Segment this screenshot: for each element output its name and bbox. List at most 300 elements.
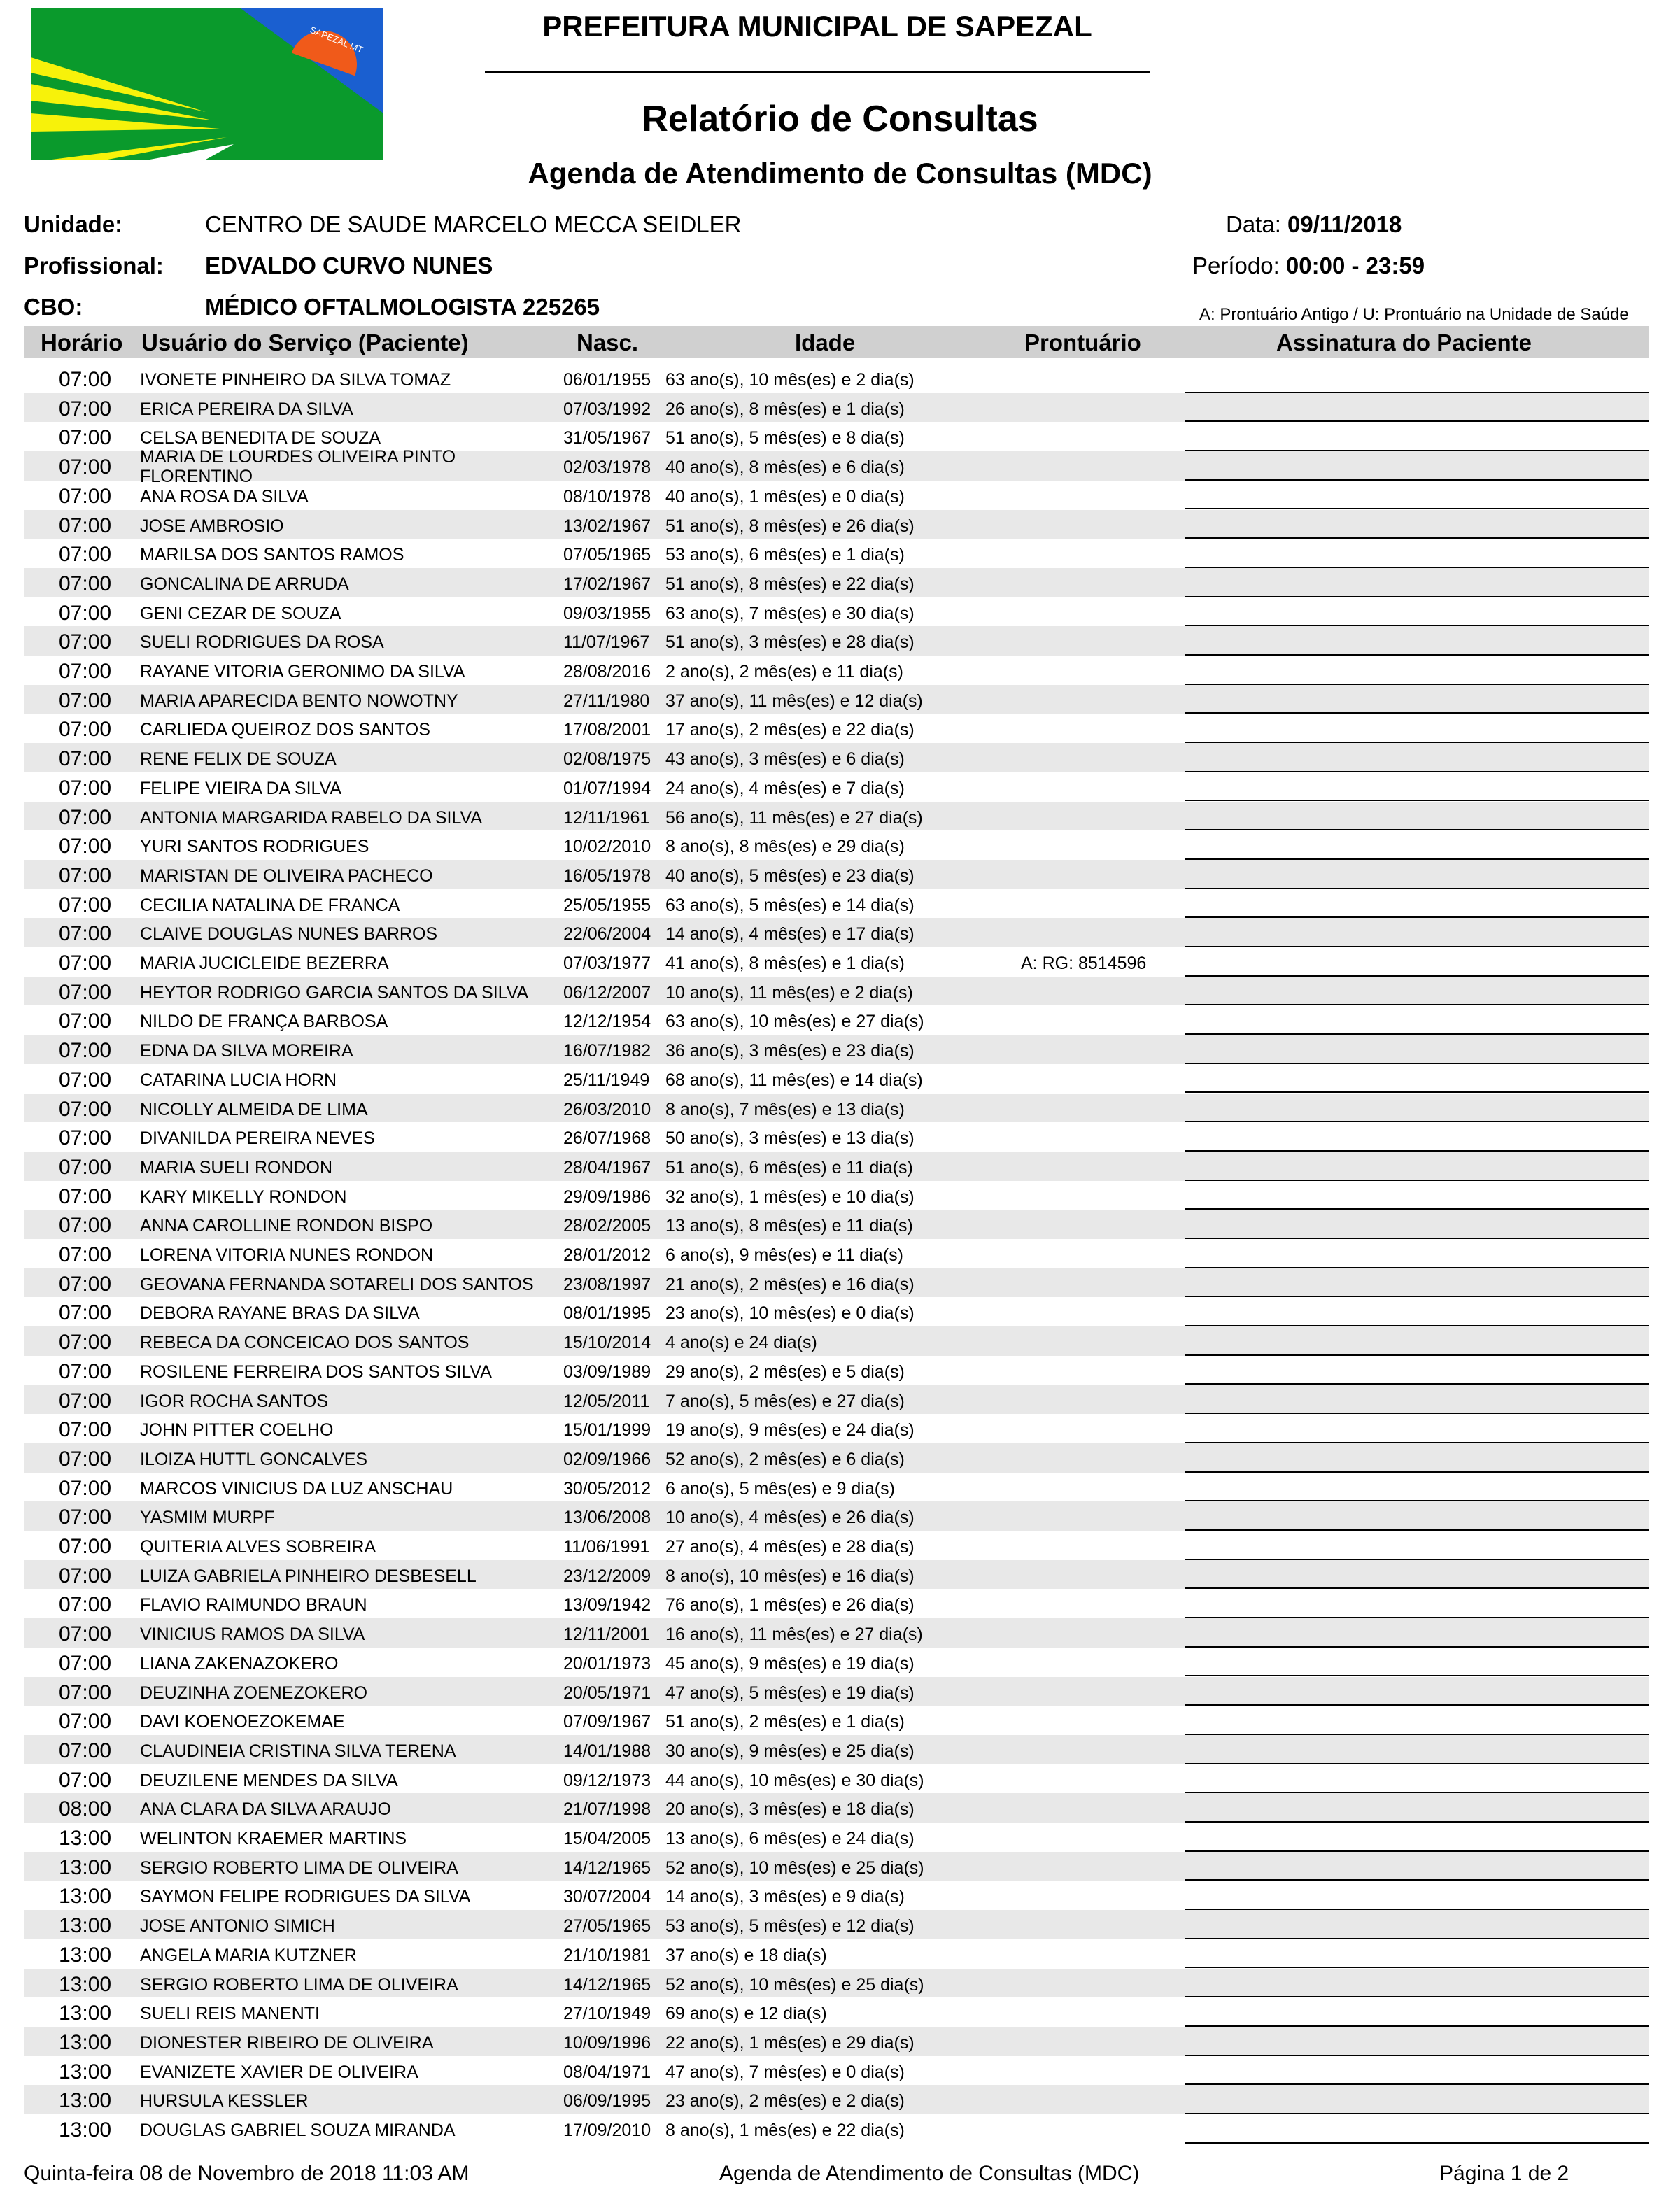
row-horario: 07:00 — [59, 980, 112, 1004]
row-idade: 30 ano(s), 9 mês(es) e 25 dia(s) — [665, 1741, 915, 1761]
row-horario: 07:00 — [59, 1680, 112, 1704]
table-row — [24, 1501, 1649, 1531]
table-row — [24, 1706, 1649, 1735]
row-horario: 07:00 — [59, 1214, 112, 1238]
row-idade: 4 ano(s) e 24 dia(s) — [665, 1333, 817, 1353]
cbo-label: CBO: — [24, 294, 83, 320]
row-horario: 13:00 — [59, 2118, 112, 2142]
column-header-nasc: Nasc. — [577, 330, 639, 355]
table-row — [24, 1356, 1649, 1385]
row-paciente: VINICIUS RAMOS DA SILVA — [140, 1625, 365, 1645]
row-nasc: 25/11/1949 — [563, 1070, 650, 1090]
row-paciente: MARISTAN DE OLIVEIRA PACHECO — [140, 865, 433, 886]
row-horario: 07:00 — [59, 776, 112, 800]
date-value: 09/11/2018 — [1287, 211, 1402, 237]
row-horario: 07:00 — [59, 688, 112, 712]
row-horario: 07:00 — [59, 426, 112, 450]
row-nasc: 09/03/1955 — [563, 603, 651, 623]
row-horario: 07:00 — [59, 1593, 112, 1617]
row-idade: 6 ano(s), 5 mês(es) e 9 dia(s) — [665, 1478, 895, 1499]
row-nasc: 13/02/1967 — [563, 516, 651, 536]
report-date — [1226, 211, 1402, 238]
row-nasc: 06/12/2007 — [563, 982, 651, 1003]
table-row — [24, 2056, 1649, 2086]
row-horario: 13:00 — [59, 1943, 112, 1967]
row-paciente: JOSE ANTONIO SIMICH — [140, 1916, 335, 1937]
table-row — [24, 2114, 1649, 2144]
row-nasc: 16/05/1978 — [563, 865, 651, 886]
row-idade: 76 ano(s), 1 mês(es) e 26 dia(s) — [665, 1595, 915, 1615]
row-paciente: DIVANILDA PEREIRA NEVES — [140, 1128, 375, 1149]
row-paciente: JOSE AMBROSIO — [140, 516, 284, 536]
row-nasc: 14/12/1965 — [563, 1857, 651, 1878]
row-horario: 13:00 — [59, 1972, 112, 1996]
row-nasc: 14/01/1988 — [563, 1741, 651, 1761]
row-horario: 07:00 — [59, 455, 112, 479]
row-horario: 07:00 — [59, 397, 112, 420]
row-horario: 13:00 — [59, 2002, 112, 2025]
row-horario: 07:00 — [59, 1622, 112, 1646]
report-title: Relatório de Consultas — [642, 99, 1038, 139]
table-row — [24, 656, 1649, 685]
row-idade: 16 ano(s), 11 mês(es) e 27 dia(s) — [665, 1625, 923, 1645]
footer-timestamp: Quinta-feira 08 de Novembro de 2018 11:03 AM — [24, 2162, 470, 2185]
row-horario: 07:00 — [59, 1506, 112, 1529]
table-row — [24, 1881, 1649, 1910]
row-idade: 26 ano(s), 8 mês(es) e 1 dia(s) — [665, 399, 905, 419]
row-paciente: REBECA DA CONCEICAO DOS SANTOS — [140, 1333, 470, 1353]
row-idade: 7 ano(s), 5 mês(es) e 27 dia(s) — [665, 1391, 905, 1411]
table-row — [24, 947, 1649, 977]
table-row — [24, 1268, 1649, 1298]
row-idade: 10 ano(s), 4 mês(es) e 26 dia(s) — [665, 1508, 915, 1528]
row-horario: 07:00 — [59, 514, 112, 537]
cbo-value: MÉDICO OFTALMOLOGISTA 225265 — [205, 294, 600, 320]
row-horario: 07:00 — [59, 1739, 112, 1762]
row-idade: 2 ano(s), 2 mês(es) e 11 dia(s) — [665, 662, 903, 681]
row-nasc: 07/09/1967 — [563, 1712, 651, 1732]
footer-report-name: Agenda de Atendimento de Consultas (MDC) — [719, 2162, 1140, 2185]
row-idade: 8 ano(s), 1 mês(es) e 22 dia(s) — [665, 2121, 905, 2140]
row-nasc: 31/05/1967 — [563, 428, 651, 448]
row-paciente: SAYMON FELIPE RODRIGUES DA SILVA — [140, 1887, 471, 1907]
row-horario: 07:00 — [59, 601, 112, 625]
row-nasc: 10/02/2010 — [563, 837, 651, 857]
row-paciente: FLAVIO RAIMUNDO BRAUN — [140, 1595, 367, 1615]
unidade-value: CENTRO DE SAUDE MARCELO MECCA SEIDLER — [205, 211, 742, 237]
row-nasc: 25/05/1955 — [563, 895, 651, 915]
table-row — [24, 830, 1649, 860]
row-horario: 07:00 — [59, 1710, 112, 1734]
row-paciente: SUELI REIS MANENTI — [140, 2004, 320, 2024]
row-nasc: 01/07/1994 — [563, 778, 651, 798]
row-paciente: MARIA DE LOURDES OLIVEIRA PINTO FLORENTINO — [140, 447, 456, 487]
column-header-assinatura: Assinatura do Paciente — [1276, 330, 1532, 355]
row-idade: 36 ano(s), 3 mês(es) e 23 dia(s) — [665, 1041, 915, 1061]
row-paciente: SERGIO ROBERTO LIMA DE OLIVEIRA — [140, 1974, 458, 1995]
row-paciente: GEOVANA FERNANDA SOTARELI DOS SANTOS — [140, 1274, 534, 1294]
row-nasc: 23/12/2009 — [563, 1566, 651, 1586]
row-paciente: IVONETE PINHEIRO DA SILVA TOMAZ — [140, 370, 451, 390]
row-idade: 51 ano(s), 2 mês(es) e 1 dia(s) — [665, 1712, 905, 1732]
table-row — [24, 1181, 1649, 1210]
table-row — [24, 714, 1649, 743]
table-row — [24, 1793, 1649, 1823]
row-paciente: GENI CEZAR DE SOUZA — [140, 603, 341, 623]
table-row — [24, 626, 1649, 656]
row-idade: 52 ano(s), 10 mês(es) e 25 dia(s) — [665, 1974, 924, 1995]
table-row — [24, 1910, 1649, 1939]
row-horario: 07:00 — [59, 1331, 112, 1354]
row-nasc: 28/01/2012 — [563, 1245, 651, 1265]
table-row — [24, 1443, 1649, 1473]
table-row — [24, 1152, 1649, 1181]
row-paciente: RENE FELIX DE SOUZA — [140, 749, 337, 770]
column-header-prontuario: Prontuário — [1024, 330, 1141, 355]
table-row — [24, 1385, 1649, 1415]
row-nasc: 12/12/1954 — [563, 1012, 651, 1032]
row-idade: 69 ano(s) e 12 dia(s) — [665, 2004, 827, 2024]
row-idade: 63 ano(s), 5 mês(es) e 14 dia(s) — [665, 895, 915, 915]
row-horario: 07:00 — [59, 805, 112, 829]
row-horario: 07:00 — [59, 1651, 112, 1675]
row-nasc: 10/09/1996 — [563, 2032, 651, 2053]
row-horario: 07:00 — [59, 660, 112, 683]
row-paciente: LORENA VITORIA NUNES RONDON — [140, 1245, 434, 1265]
table-row — [24, 568, 1649, 597]
row-nasc: 03/09/1989 — [563, 1361, 651, 1382]
row-idade: 51 ano(s), 8 mês(es) e 22 dia(s) — [665, 574, 915, 594]
row-nasc: 08/04/1971 — [563, 2062, 651, 2082]
row-horario: 07:00 — [59, 1010, 112, 1033]
table-row — [24, 772, 1649, 802]
row-nasc: 26/03/2010 — [563, 1099, 651, 1119]
row-nasc: 12/11/2001 — [563, 1625, 650, 1645]
row-paciente: MARIA SUELI RONDON — [140, 1157, 333, 1177]
row-horario: 07:00 — [59, 893, 112, 916]
row-paciente: EVANIZETE XAVIER DE OLIVEIRA — [140, 2062, 418, 2082]
column-header-horario: Horário — [41, 330, 123, 355]
row-paciente: ROSILENE FERREIRA DOS SANTOS SILVA — [140, 1361, 492, 1382]
row-paciente: ANTONIA MARGARIDA RABELO DA SILVA — [140, 807, 483, 828]
row-paciente: DEUZINHA ZOENEZOKERO — [140, 1683, 368, 1703]
row-nasc: 30/07/2004 — [563, 1887, 651, 1907]
row-idade: 37 ano(s), 11 mês(es) e 12 dia(s) — [665, 691, 923, 711]
row-idade: 6 ano(s), 9 mês(es) e 11 dia(s) — [665, 1245, 903, 1265]
row-nasc: 07/05/1965 — [563, 545, 651, 565]
row-paciente: RAYANE VITORIA GERONIMO DA SILVA — [140, 662, 465, 681]
row-idade: 63 ano(s), 10 mês(es) e 2 dia(s) — [665, 370, 915, 390]
row-horario: 07:00 — [59, 922, 112, 946]
row-paciente: DEUZILENE MENDES DA SILVA — [140, 1770, 398, 1790]
table-row — [24, 1239, 1649, 1268]
row-idade: 52 ano(s), 2 mês(es) e 6 dia(s) — [665, 1449, 905, 1469]
row-idade: 14 ano(s), 4 mês(es) e 17 dia(s) — [665, 924, 915, 944]
table-row — [24, 1064, 1649, 1094]
row-idade: 8 ano(s), 7 mês(es) e 13 dia(s) — [665, 1099, 905, 1119]
row-nasc: 08/01/1995 — [563, 1303, 651, 1324]
row-nasc: 17/08/2001 — [563, 720, 651, 740]
table-row — [24, 889, 1649, 919]
row-horario: 07:00 — [59, 1359, 112, 1383]
row-paciente: EDNA DA SILVA MOREIRA — [140, 1041, 353, 1061]
row-idade: 13 ano(s), 8 mês(es) e 11 dia(s) — [665, 1216, 913, 1236]
profissional-label: Profissional: — [24, 253, 164, 278]
row-idade: 52 ano(s), 10 mês(es) e 25 dia(s) — [665, 1857, 924, 1878]
row-paciente: MARIA APARECIDA BENTO NOWOTNY — [140, 691, 458, 711]
row-paciente: GONCALINA DE ARRUDA — [140, 574, 349, 594]
row-nasc: 12/05/2011 — [563, 1391, 650, 1411]
row-paciente: SERGIO ROBERTO LIMA DE OLIVEIRA — [140, 1857, 458, 1878]
table-row — [24, 510, 1649, 539]
unidade-label: Unidade: — [24, 211, 123, 237]
row-paciente: DEBORA RAYANE BRAS DA SILVA — [140, 1303, 420, 1324]
row-paciente: YASMIM MURPF — [140, 1508, 275, 1528]
row-idade: 45 ano(s), 9 mês(es) e 19 dia(s) — [665, 1653, 915, 1673]
table-row — [24, 1122, 1649, 1152]
row-paciente: MARILSA DOS SANTOS RAMOS — [140, 545, 404, 565]
row-horario: 08:00 — [59, 1797, 112, 1821]
row-nasc: 09/12/1973 — [563, 1770, 651, 1790]
row-idade: 40 ano(s), 1 mês(es) e 0 dia(s) — [665, 486, 905, 507]
row-paciente: LUIZA GABRIELA PINHEIRO DESBESELL — [140, 1566, 477, 1586]
table-row — [24, 685, 1649, 714]
row-idade: 10 ano(s), 11 mês(es) e 2 dia(s) — [665, 982, 913, 1003]
row-paciente: ANA CLARA DA SILVA ARAUJO — [140, 1799, 391, 1820]
row-paciente: CELSA BENEDITA DE SOUZA — [140, 428, 381, 448]
row-nasc: 17/02/1967 — [563, 574, 651, 594]
table-row — [24, 1939, 1649, 1969]
row-horario: 07:00 — [59, 1301, 112, 1325]
row-nasc: 21/10/1981 — [563, 1945, 651, 1965]
row-horario: 07:00 — [59, 1535, 112, 1558]
row-nasc: 13/06/2008 — [563, 1508, 651, 1528]
row-nasc: 08/10/1978 — [563, 486, 651, 507]
row-paciente: ERICA PEREIRA DA SILVA — [140, 399, 353, 419]
table-row — [24, 364, 1649, 393]
row-nasc: 22/06/2004 — [563, 924, 651, 944]
row-nasc: 15/01/1999 — [563, 1420, 651, 1441]
row-horario: 13:00 — [59, 2089, 112, 2113]
row-paciente: CATARINA LUCIA HORN — [140, 1070, 337, 1090]
row-horario: 07:00 — [59, 951, 112, 975]
row-idade: 20 ano(s), 3 mês(es) e 18 dia(s) — [665, 1799, 915, 1820]
signature-line[interactable] — [1185, 2142, 1649, 2144]
row-nasc: 21/07/1998 — [563, 1799, 651, 1820]
row-idade: 51 ano(s), 6 mês(es) e 11 dia(s) — [665, 1157, 913, 1177]
row-horario: 07:00 — [59, 572, 112, 595]
row-horario: 07:00 — [59, 1564, 112, 1587]
row-nasc: 27/05/1965 — [563, 1916, 651, 1937]
row-nasc: 28/08/2016 — [563, 662, 651, 681]
table-row — [24, 597, 1649, 627]
profissional-value: EDVALDO CURVO NUNES — [205, 253, 493, 278]
row-horario: 07:00 — [59, 1389, 112, 1413]
row-idade: 63 ano(s), 10 mês(es) e 27 dia(s) — [665, 1012, 924, 1032]
row-paciente: MARCOS VINICIUS DA LUZ ANSCHAU — [140, 1478, 453, 1499]
row-paciente: ANGELA MARIA KUTZNER — [140, 1945, 357, 1965]
table-row — [24, 743, 1649, 772]
row-nasc: 26/07/1968 — [563, 1128, 651, 1149]
table-row — [24, 1326, 1649, 1356]
row-horario: 07:00 — [59, 1447, 112, 1471]
table-row — [24, 1648, 1649, 1677]
row-nasc: 27/11/1980 — [563, 691, 650, 711]
row-nasc: 02/09/1966 — [563, 1449, 651, 1469]
table-row — [24, 1210, 1649, 1239]
table-row — [24, 1997, 1649, 2027]
row-idade: 24 ano(s), 4 mês(es) e 7 dia(s) — [665, 778, 905, 798]
row-horario: 07:00 — [59, 1768, 112, 1792]
table-row — [24, 1414, 1649, 1443]
row-paciente: CECILIA NATALINA DE FRANCA — [140, 895, 400, 915]
row-idade: 22 ano(s), 1 mês(es) e 29 dia(s) — [665, 2032, 915, 2053]
row-horario: 13:00 — [59, 1827, 112, 1850]
table-row — [24, 1297, 1649, 1326]
row-idade: 51 ano(s), 3 mês(es) e 28 dia(s) — [665, 632, 915, 653]
row-idade: 21 ano(s), 2 mês(es) e 16 dia(s) — [665, 1274, 915, 1294]
table-row — [24, 2085, 1649, 2114]
report-period — [1192, 253, 1425, 279]
row-horario: 07:00 — [59, 543, 112, 567]
table-row — [24, 539, 1649, 568]
row-horario: 07:00 — [59, 368, 112, 391]
row-horario: 07:00 — [59, 863, 112, 887]
row-nasc: 06/01/1955 — [563, 370, 651, 390]
row-idade: 63 ano(s), 7 mês(es) e 30 dia(s) — [665, 603, 915, 623]
row-idade: 40 ano(s), 5 mês(es) e 23 dia(s) — [665, 865, 915, 886]
row-paciente: SUELI RODRIGUES DA ROSA — [140, 632, 384, 653]
row-horario: 13:00 — [59, 1885, 112, 1909]
row-idade: 23 ano(s), 10 mês(es) e 0 dia(s) — [665, 1303, 915, 1324]
row-paciente: NICOLLY ALMEIDA DE LIMA — [140, 1099, 368, 1119]
table-row — [24, 447, 1649, 487]
row-nasc: 14/12/1965 — [563, 1974, 651, 1995]
row-nasc: 30/05/2012 — [563, 1478, 651, 1499]
table-row — [24, 977, 1649, 1006]
report-subtitle: Agenda de Atendimento de Consultas (MDC) — [528, 157, 1152, 190]
row-nasc: 02/03/1978 — [563, 458, 651, 478]
table-row — [24, 2027, 1649, 2056]
row-nasc: 28/04/1967 — [563, 1157, 651, 1177]
table-row — [24, 393, 1649, 423]
row-idade: 50 ano(s), 3 mês(es) e 13 dia(s) — [665, 1128, 915, 1149]
table-row — [24, 1764, 1649, 1794]
period-value: 00:00 - 23:59 — [1285, 253, 1425, 278]
row-horario: 13:00 — [59, 2030, 112, 2054]
row-idade: 51 ano(s), 8 mês(es) e 26 dia(s) — [665, 516, 915, 536]
row-idade: 17 ano(s), 2 mês(es) e 22 dia(s) — [665, 720, 915, 740]
row-horario: 07:00 — [59, 1097, 112, 1121]
row-nasc: 07/03/1977 — [563, 954, 651, 973]
table-row — [24, 1823, 1649, 1852]
table-row — [24, 481, 1649, 510]
row-horario: 13:00 — [59, 1855, 112, 1879]
row-paciente: DIONESTER RIBEIRO DE OLIVEIRA — [140, 2032, 434, 2053]
row-idade: 32 ano(s), 1 mês(es) e 10 dia(s) — [665, 1187, 915, 1207]
table-row — [24, 1969, 1649, 1998]
table-row — [24, 860, 1649, 889]
row-nasc: 20/05/1971 — [563, 1683, 651, 1703]
row-nasc: 07/03/1992 — [563, 399, 651, 419]
table-header — [24, 326, 1649, 358]
row-paciente: MARIA JUCICLEIDE BEZERRA — [140, 954, 389, 973]
row-idade: 68 ano(s), 11 mês(es) e 14 dia(s) — [665, 1070, 923, 1090]
row-idade: 23 ano(s), 2 mês(es) e 2 dia(s) — [665, 2091, 905, 2111]
row-paciente: IGOR ROCHA SANTOS — [140, 1391, 329, 1411]
row-idade: 40 ano(s), 8 mês(es) e 6 dia(s) — [665, 458, 905, 478]
row-paciente: NILDO DE FRANÇA BARBOSA — [140, 1012, 388, 1032]
table-row — [24, 918, 1649, 947]
row-nasc: 06/09/1995 — [563, 2091, 651, 2111]
row-horario: 07:00 — [59, 630, 112, 654]
row-horario: 13:00 — [59, 2060, 112, 2083]
row-idade: 53 ano(s), 5 mês(es) e 12 dia(s) — [665, 1916, 915, 1937]
row-paciente: HEYTOR RODRIGO GARCIA SANTOS DA SILVA — [140, 982, 529, 1003]
date-label: Data: — [1226, 211, 1281, 237]
row-idade: 29 ano(s), 2 mês(es) e 5 dia(s) — [665, 1361, 905, 1382]
logo-text: SAPEZAL MT — [308, 24, 365, 55]
row-horario: 07:00 — [59, 1418, 112, 1442]
row-horario: 07:00 — [59, 1155, 112, 1179]
row-idade: 41 ano(s), 8 mês(es) e 1 dia(s) — [665, 954, 905, 973]
table-row — [24, 1560, 1649, 1590]
row-idade: 47 ano(s), 7 mês(es) e 0 dia(s) — [665, 2062, 905, 2082]
row-horario: 07:00 — [59, 1243, 112, 1266]
row-nasc: 27/10/1949 — [563, 2004, 651, 2024]
row-idade: 43 ano(s), 3 mês(es) e 6 dia(s) — [665, 749, 905, 770]
row-idade: 19 ano(s), 9 mês(es) e 24 dia(s) — [665, 1420, 915, 1441]
row-nasc: 29/09/1986 — [563, 1187, 651, 1207]
row-horario: 07:00 — [59, 484, 112, 508]
period-label: Período: — [1192, 253, 1280, 278]
row-paciente: WELINTON KRAEMER MARTINS — [140, 1829, 407, 1848]
column-header-paciente: Usuário do Serviço (Paciente) — [141, 330, 469, 355]
row-paciente: QUITERIA ALVES SOBREIRA — [140, 1537, 376, 1557]
row-nasc: 13/09/1942 — [563, 1595, 651, 1615]
row-paciente: JOHN PITTER COELHO — [140, 1420, 334, 1441]
table-row — [24, 802, 1649, 831]
header-rule — [485, 71, 1150, 73]
table-row — [24, 1852, 1649, 1881]
row-idade: 13 ano(s), 6 mês(es) e 24 dia(s) — [665, 1829, 915, 1848]
table-row — [24, 1589, 1649, 1618]
row-nasc: 15/10/2014 — [563, 1333, 651, 1353]
row-paciente: ANA ROSA DA SILVA — [140, 486, 309, 507]
row-paciente: DAVI KOENOEZOKEMAE — [140, 1712, 345, 1732]
row-horario: 07:00 — [59, 1068, 112, 1091]
appointments-table-body — [24, 364, 1649, 2155]
row-paciente: CARLIEDA QUEIROZ DOS SANTOS — [140, 720, 430, 740]
table-row — [24, 1005, 1649, 1035]
row-horario: 07:00 — [59, 1272, 112, 1296]
row-nasc: 16/07/1982 — [563, 1041, 651, 1061]
table-row — [24, 1531, 1649, 1560]
footer-page-number: Página 1 de 2 — [1439, 2162, 1569, 2185]
row-paciente: FELIPE VIEIRA DA SILVA — [140, 778, 342, 798]
table-row — [24, 1473, 1649, 1502]
row-nasc: 11/06/1991 — [563, 1537, 650, 1557]
row-paciente: YURI SANTOS RODRIGUES — [140, 837, 369, 857]
row-nasc: 12/11/1961 — [563, 807, 650, 828]
prontuario-legend: A: Prontuário Antigo / U: Prontuário na Unidade de Saúde — [1199, 305, 1629, 324]
row-nasc: 23/08/1997 — [563, 1274, 651, 1294]
row-horario: 07:00 — [59, 718, 112, 742]
row-nasc: 15/04/2005 — [563, 1829, 651, 1848]
row-prontuario: A: RG: 8514596 — [1021, 954, 1147, 973]
row-paciente: KARY MIKELLY RONDON — [140, 1187, 347, 1207]
row-nasc: 20/01/1973 — [563, 1653, 651, 1673]
